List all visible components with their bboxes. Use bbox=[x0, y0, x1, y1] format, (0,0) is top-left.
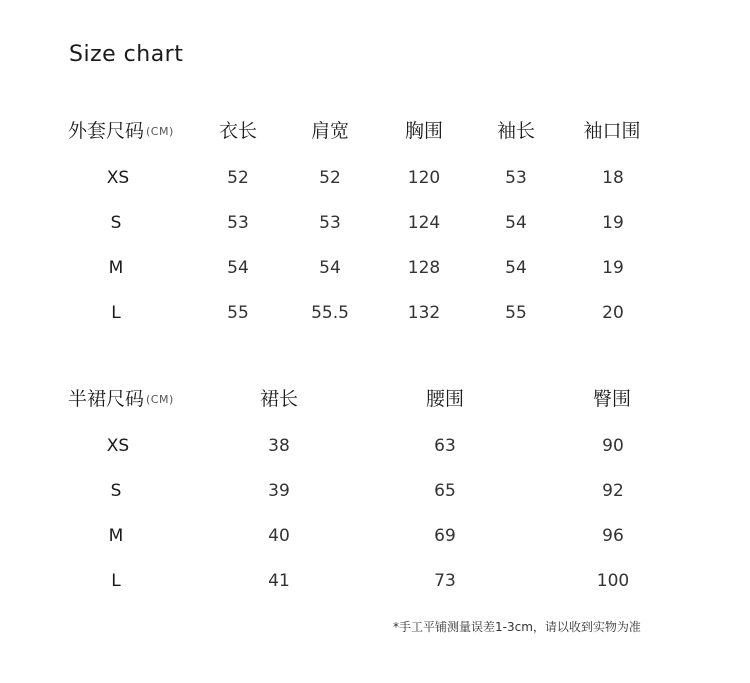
value-cell: 19 bbox=[602, 213, 624, 233]
value-cell: 20 bbox=[602, 303, 624, 323]
size-cell: M bbox=[108, 526, 124, 546]
jacket-col-sleeve: 袖长 bbox=[496, 120, 536, 142]
jacket-col-cuff: 袖口围 bbox=[583, 120, 641, 142]
table-row bbox=[0, 298, 750, 328]
jacket-col-length: 衣长 bbox=[218, 120, 258, 142]
value-cell: 52 bbox=[227, 168, 249, 188]
value-cell: 54 bbox=[319, 258, 341, 278]
value-cell: 40 bbox=[268, 526, 290, 546]
skirt-header-row bbox=[0, 384, 750, 414]
size-cell: S bbox=[110, 481, 122, 501]
measurement-note: *手工平铺测量误差1-3cm，请以收到实物为准 bbox=[393, 620, 641, 634]
value-cell: 65 bbox=[434, 481, 456, 501]
size-cell: S bbox=[110, 213, 122, 233]
jacket-col-shoulder: 肩宽 bbox=[310, 120, 350, 142]
page-title: Size chart bbox=[69, 42, 184, 67]
size-cell: XS bbox=[106, 168, 130, 188]
value-cell: 100 bbox=[596, 571, 630, 591]
value-cell: 55 bbox=[227, 303, 249, 323]
skirt-col-length: 裙长 bbox=[259, 388, 299, 410]
table-row bbox=[0, 521, 750, 551]
table-row bbox=[0, 208, 750, 238]
value-cell: 54 bbox=[505, 213, 527, 233]
value-cell: 96 bbox=[602, 526, 624, 546]
value-cell: 54 bbox=[505, 258, 527, 278]
table-row bbox=[0, 566, 750, 596]
value-cell: 128 bbox=[407, 258, 441, 278]
size-cell: L bbox=[111, 571, 121, 591]
value-cell: 120 bbox=[407, 168, 441, 188]
skirt-size-label bbox=[68, 384, 174, 415]
value-cell: 53 bbox=[505, 168, 527, 188]
table-row bbox=[0, 163, 750, 193]
value-cell: 53 bbox=[227, 213, 249, 233]
jacket-unit-label: (CM) bbox=[146, 125, 174, 138]
skirt-col-hip: 臀围 bbox=[592, 388, 632, 410]
value-cell: 69 bbox=[434, 526, 456, 546]
value-cell: 92 bbox=[602, 481, 624, 501]
jacket-size-label bbox=[68, 116, 174, 147]
value-cell: 41 bbox=[268, 571, 290, 591]
value-cell: 63 bbox=[434, 436, 456, 456]
jacket-col-chest: 胸围 bbox=[404, 120, 444, 142]
jacket-size-label-text: 外套尺码 bbox=[68, 120, 145, 142]
value-cell: 124 bbox=[407, 213, 441, 233]
value-cell: 52 bbox=[319, 168, 341, 188]
value-cell: 18 bbox=[602, 168, 624, 188]
size-cell: XS bbox=[106, 436, 130, 456]
skirt-col-waist: 腰围 bbox=[425, 388, 465, 410]
size-cell: M bbox=[108, 258, 124, 278]
value-cell: 55.5 bbox=[311, 303, 349, 323]
skirt-size-label-text: 半裙尺码 bbox=[68, 388, 145, 410]
value-cell: 132 bbox=[407, 303, 441, 323]
value-cell: 73 bbox=[434, 571, 456, 591]
value-cell: 39 bbox=[268, 481, 290, 501]
value-cell: 38 bbox=[268, 436, 290, 456]
skirt-unit-label: (CM) bbox=[146, 393, 174, 406]
value-cell: 53 bbox=[319, 213, 341, 233]
table-row bbox=[0, 253, 750, 283]
size-cell: L bbox=[111, 303, 121, 323]
value-cell: 19 bbox=[602, 258, 624, 278]
table-row bbox=[0, 476, 750, 506]
value-cell: 55 bbox=[505, 303, 527, 323]
table-row bbox=[0, 431, 750, 461]
value-cell: 54 bbox=[227, 258, 249, 278]
value-cell: 90 bbox=[602, 436, 624, 456]
jacket-header-row bbox=[0, 116, 750, 146]
